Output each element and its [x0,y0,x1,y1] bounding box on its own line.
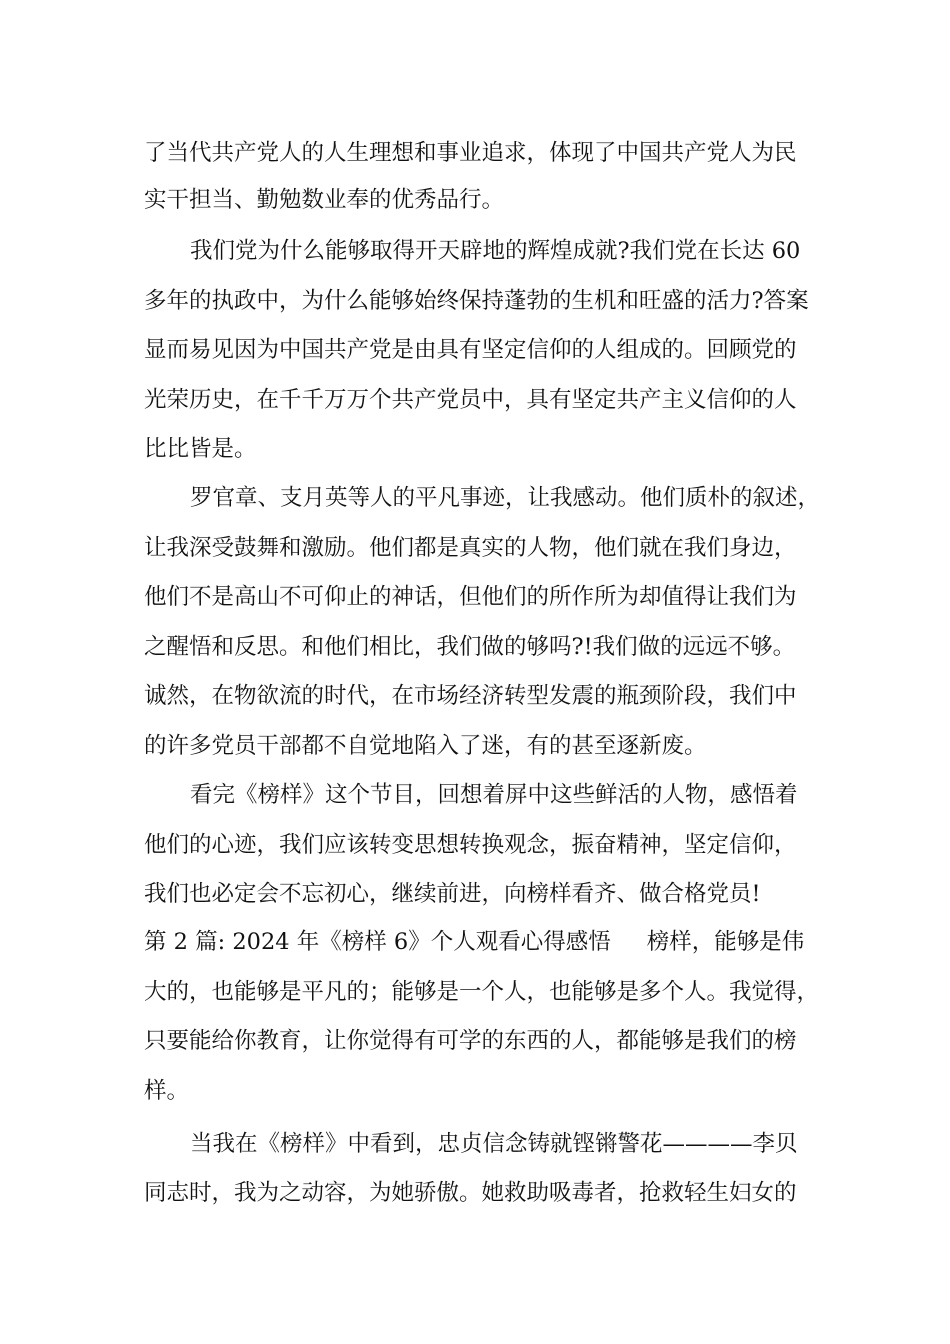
text-line: 样。 [144,1078,190,1104]
text-line: 多年的执政中，为什么能够始终保持蓬勃的生机和旺盛的活力?答案 [144,288,809,314]
text-line: 同志时，我为之动容，为她骄傲。她救助吸毒者，抢救轻生妇女的 [144,1180,797,1206]
text-line: 的许多党员干部都不自觉地陷入了迷，有的甚至逐新废。 [144,733,707,759]
paragraph-start-line: 我们党为什么能够取得开天辟地的辉煌成就?我们党在长达 60 [190,238,801,264]
text-line: 实干担当、勤勉数业奉的优秀品行。 [144,187,505,213]
text-line: 我们也必定会不忘初心，继续前进，向榜样看齐、做合格党员! [144,881,761,907]
text-line: 了当代共产党人的人生理想和事业追求，体现了中国共产党人为民 [144,140,797,166]
text-line: 让我深受鼓舞和激励。他们都是真实的人物，他们就在我们身边， [144,535,797,561]
section-heading-line [144,922,824,962]
text-line: 他们的心迹，我们应该转变思想转换观念，振奋精神，坚定信仰， [144,832,797,858]
section-heading: 第 2 篇: 2024 年《榜样 6》个人观看心得感悟 [144,929,611,955]
paragraph-start-line: 看完《榜样》这个节目，回想着屏中这些鲜活的人物，感悟着 [190,782,798,808]
text-line: 显而易见因为中国共产党是由具有坚定信仰的人组成的。回顾党的 [144,337,797,363]
text-line: 光荣历史，在千千万万个共产党员中，具有坚定共产主义信仰的人 [144,387,797,413]
text-line: 之醒悟和反思。和他们相比，我们做的够吗?!我们做的远远不够。 [144,634,796,660]
text-line: 诚然，在物欲流的时代，在市场经济转型发震的瓶颈阶段，我们中 [144,683,797,709]
paragraph-start-line: 罗官章、支月英等人的平凡事迹，让我感动。他们质朴的叙述， [190,485,821,511]
text-line: 比比皆是。 [144,436,257,462]
text-line: 大的，也能够是平凡的；能够是一个人，也能够是多个人。我觉得， [144,979,820,1005]
text-line: 他们不是高山不可仰止的神话，但他们的所作所为却值得让我们为 [144,584,797,610]
text-line: 只要能给你教育，让你觉得有可学的东西的人，都能够是我们的榜 [144,1028,797,1054]
heading-continuation-text: 榜样，能够是伟 [646,929,805,955]
paragraph-start-line: 当我在《榜样》中看到，忠贞信念铸就铿锵警花————李贝 [190,1131,798,1157]
